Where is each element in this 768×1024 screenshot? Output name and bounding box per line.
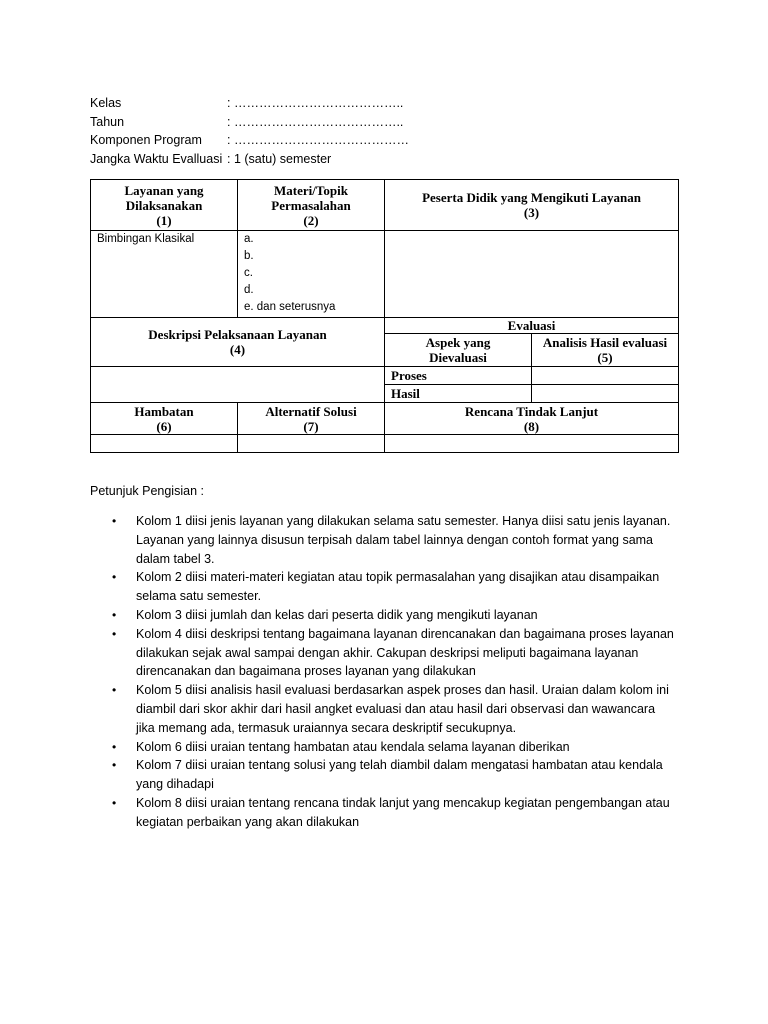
materi-item: d. [244,284,254,296]
list-item [90,794,690,832]
info-value: : …………………………………… [227,133,409,147]
info-value: : 1 (satu) semester [227,151,332,166]
instruction-line: Layanan yang lainnya disusun terpisah dalam tabel lainnya dengan contoh format yang sama [136,532,654,547]
header-hambatan [91,403,238,435]
instruction-line: dalam tabel 3. [136,551,215,566]
cell-analisis-proses[interactable] [532,367,679,385]
info-value: : ………………………………….. [227,114,404,129]
list-item [90,625,690,681]
form-info-block [90,94,409,168]
cell-analisis-hasil[interactable] [532,385,679,403]
info-label: Jangka Waktu Evalluasi [90,151,223,166]
header-materi [238,180,385,231]
instruction-line: direncanakan dan bagaimana proses layanan yang dilakukan [136,664,476,679]
list-item [90,738,690,757]
info-label: Tahun [90,114,125,129]
header-alternatif [238,403,385,435]
bullet-icon: • [112,514,117,528]
bullet-icon: • [112,607,117,622]
instruction-line: Kolom 6 diisi uraian tentang hambatan atau kendala selama layanan diberikan [136,739,570,754]
header-text: Rencana Tindak Lanjut [464,403,599,419]
materi-item: c. [244,267,253,279]
header-number: (7) [303,418,319,434]
header-number: (2) [303,212,319,228]
instruction-line: kegiatan perbaikan yang akan dilakukan [136,814,360,829]
table-header-row [91,180,679,231]
header-number: (5) [597,350,613,365]
list-item [90,512,690,568]
header-text: Aspek yang [425,335,491,350]
bullet-icon: • [112,626,117,641]
bullet-icon: • [112,683,117,698]
instruction-line: jika memang ada, termasuk uraiannya secara deskriptif secukupnya. [136,720,517,735]
bullet-icon: • [112,795,117,810]
header-text: Analisis Hasil evaluasi [542,335,668,350]
instruction-line: Kolom 4 diisi deskripsi tentang bagaimana layanan direncanakan dan bagaimana proses layanan [136,626,674,641]
info-label: Komponen Program [90,133,202,147]
header-analisis [532,334,679,367]
header-evaluasi: Evaluasi [385,318,679,334]
info-label: Kelas [90,96,122,110]
table-body-row [91,231,679,318]
cell-alternatif[interactable] [238,435,385,453]
header-peserta [385,180,679,231]
info-row-komponen [90,131,409,150]
bullet-icon: • [112,739,117,754]
header-text: Layanan yang [124,182,204,198]
header-deskripsi [91,318,385,367]
materi-item: a. [244,233,254,245]
instruction-line: Kolom 3 diisi jumlah dan kelas dari peserta didik yang mengikuti layanan [136,607,538,622]
header-layanan [91,180,238,231]
info-row-tahun [90,113,409,132]
instruction-line: yang dihadapi [136,777,214,792]
instruction-line: selama satu semester. [136,589,262,604]
header-text: Deskripsi Pelaksanaan Layanan [148,327,327,342]
instructions-list [90,512,690,832]
tindak-lanjut-body-row [91,435,679,453]
info-row-kelas [90,94,409,113]
list-item [90,606,690,625]
cell-rencana[interactable] [385,435,679,453]
cell-peserta[interactable] [385,231,679,318]
cell-layanan[interactable]: Bimbingan Klasikal [91,231,238,318]
header-number: (3) [523,205,540,220]
header-text: Permasalahan [271,197,351,213]
header-number: (8) [523,418,540,434]
header-text: Materi/Topik [274,182,348,198]
cell-materi[interactable] [238,231,385,318]
cell-hambatan[interactable] [91,435,238,453]
materi-item: e. dan seterusnya [244,301,336,313]
header-rencana [385,403,679,435]
instruction-line: Kolom 8 diisi uraian tentang rencana tindak lanjut yang mencakup kegiatan pengembangan atau [136,795,670,810]
header-number: (6) [156,418,172,434]
header-number: (1) [156,212,172,228]
header-text: Peserta Didik yang Mengikuti Layanan [422,190,641,205]
header-text: Alternatif Solusi [265,403,357,419]
info-row-jangka-waktu [90,150,409,169]
instruction-line: Kolom 7 diisi uraian tentang solusi yang telah diambil dalam mengatasi hambatan atau kendala [136,758,663,773]
materi-item: b. [244,250,254,262]
proses-row [91,367,679,385]
label-proses: Proses [385,367,532,385]
header-text: Hambatan [134,403,194,419]
header-number: (4) [229,342,246,357]
tindak-lanjut-header-row [91,403,679,435]
instruction-line: dilakukan sejak awal sampai dengan akhir. Cakupan deskripsi meliputi bagaimana layanan [136,645,639,660]
instruction-line: diambil dari skor akhir dari hasil angket evaluasi dan atau hasil dari observasi dan wawancara [136,701,656,716]
info-value: : ………………………………….. [227,96,404,110]
header-text: Dievaluasi [429,350,487,365]
list-item [90,756,690,794]
bullet-icon: • [112,758,117,773]
evaluation-table [90,179,679,453]
list-item [90,681,690,737]
list-item [90,568,690,606]
instruction-line: Kolom 1 diisi jenis layanan yang dilakukan selama satu semester. Hanya diisi satu jenis layanan. [136,514,671,528]
bullet-icon: • [112,570,117,585]
instruction-line: Kolom 2 diisi materi-materi kegiatan atau topik permasalahan yang disajikan atau disampaikan [136,570,660,585]
instructions-title: Petunjuk Pengisian : [90,484,204,498]
instruction-line: Kolom 5 diisi analisis hasil evaluasi berdasarkan aspek proses dan hasil. Uraian dalam kolom ini [136,683,669,698]
header-aspek [385,334,532,367]
evaluasi-header-row [91,318,679,334]
header-text: Dilaksanakan [125,197,203,213]
label-hasil: Hasil [385,385,532,403]
cell-deskripsi[interactable] [91,367,385,403]
